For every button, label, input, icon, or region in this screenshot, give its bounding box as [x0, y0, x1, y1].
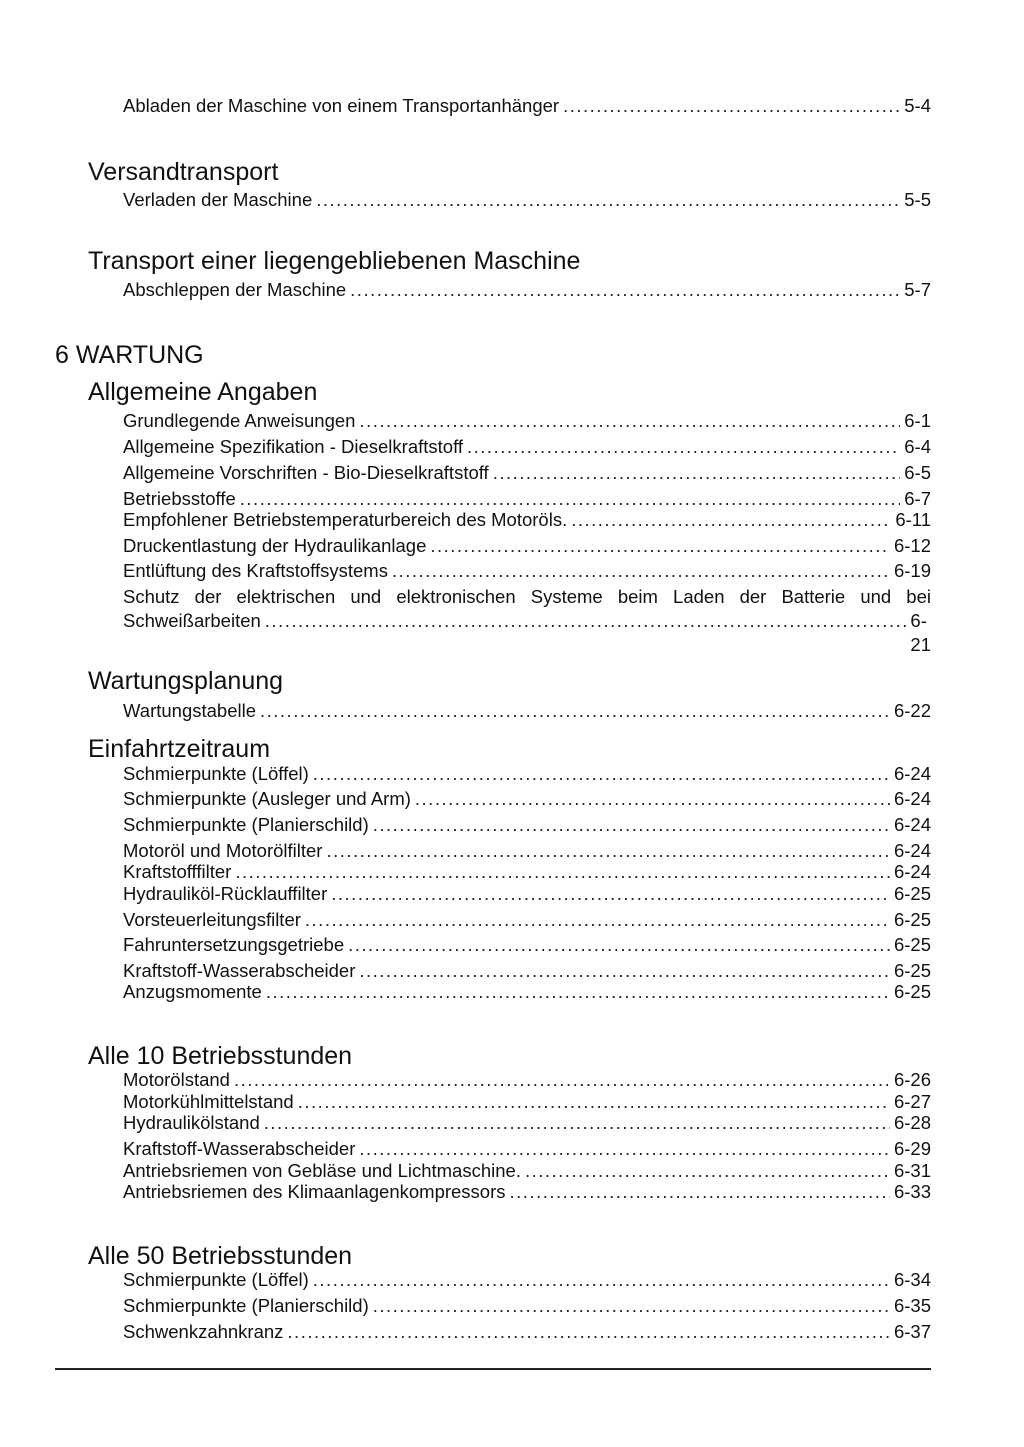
toc-entry[interactable]	[123, 861, 931, 883]
toc-leader-dots	[298, 1091, 890, 1113]
toc-entry-label: Kraftstofffilter	[123, 861, 232, 882]
toc-leader-dots	[348, 934, 890, 956]
toc-entry-label: Schmierpunkte (Planierschild)	[123, 1295, 369, 1316]
toc-entry[interactable]	[123, 462, 931, 484]
toc-entry-page: 6-24	[893, 814, 931, 835]
toc-entry[interactable]	[123, 1160, 931, 1182]
toc-entry[interactable]	[123, 189, 931, 211]
toc-leader-dots	[235, 861, 890, 883]
section-heading: Einfahrtzeitraum	[88, 735, 271, 763]
toc-entry-page: 5-5	[904, 189, 931, 210]
toc-entry-page: 6-25	[893, 934, 931, 955]
toc-leader-dots	[331, 883, 890, 905]
toc-entry[interactable]	[123, 1091, 931, 1113]
toc-entry-page: 6-5	[904, 462, 931, 483]
toc-entry-page: 6-19	[893, 560, 931, 581]
toc-entry-page: 6-37	[893, 1321, 931, 1342]
toc-entry-label: Fahruntersetzungsgetriebe	[123, 934, 345, 955]
section-heading: Allgemeine Angaben	[88, 378, 318, 406]
toc-entry-label: Betriebsstoffe	[123, 488, 236, 509]
toc-entry-page: 6-12	[893, 535, 931, 556]
toc-entry[interactable]	[123, 981, 931, 1003]
toc-entry-label: Schmierpunkte (Löffel)	[123, 1269, 309, 1290]
toc-entry-label: Motoröl und Motorölfilter	[123, 840, 323, 861]
toc-entry-label: Hydraulikölstand	[123, 1112, 260, 1133]
toc-entry[interactable]	[123, 763, 931, 785]
toc-entry-page: 6-31	[893, 1160, 931, 1181]
toc-entry-page: 6-27	[893, 1091, 931, 1112]
toc-entry-page: 6-26	[893, 1069, 931, 1090]
toc-entry[interactable]	[123, 1181, 931, 1203]
toc-leader-dots	[359, 410, 900, 432]
toc-entry-label: Verladen der Maschine	[123, 189, 313, 210]
toc-entry-label: Entlüftung des Kraftstoffsystems	[123, 560, 388, 581]
toc-entry-page: 6-11	[895, 509, 931, 530]
toc-entry-label: Allgemeine Vorschriften - Bio-Dieselkraftstoff	[123, 462, 489, 483]
toc-entry[interactable]	[123, 1069, 931, 1091]
toc-entry-label: Abladen der Maschine von einem Transportanhänger	[123, 95, 560, 116]
toc-entry-label: Schutz der elektrischen und elektronischen Systeme beim Laden der Batterie und bei	[123, 586, 931, 607]
toc-leader-dots	[287, 1321, 890, 1343]
toc-entry[interactable]	[123, 279, 931, 301]
toc-entry[interactable]	[123, 1321, 931, 1343]
toc-entry[interactable]	[123, 560, 931, 582]
toc-entry[interactable]	[123, 960, 931, 982]
toc-entry-label: Druckentlastung der Hydraulikanlage	[123, 535, 427, 556]
toc-leader-dots	[265, 609, 907, 633]
toc-entry-label: Wartungstabelle	[123, 700, 256, 721]
toc-entry-label: Schmierpunkte (Löffel)	[123, 763, 309, 784]
toc-entry-label: Allgemeine Spezifikation - Dieselkraftstoff	[123, 436, 464, 457]
toc-entry-label: Antriebsriemen des Klimaanlagenkompressors	[123, 1181, 506, 1202]
toc-leader-dots	[266, 981, 890, 1003]
toc-entry[interactable]	[123, 909, 931, 931]
toc-leader-dots	[525, 1160, 890, 1182]
toc-entry[interactable]	[123, 509, 931, 531]
toc-leader-dots	[373, 1295, 890, 1317]
toc-entry[interactable]	[123, 814, 931, 836]
toc-entry-page: 6-1	[904, 410, 931, 431]
toc-entry[interactable]	[123, 1138, 931, 1160]
toc-entry-page: 6-4	[904, 436, 931, 457]
toc-entry[interactable]	[123, 840, 931, 862]
toc-entry-label: Motorölstand	[123, 1069, 230, 1090]
toc-entry-page: 6-29	[893, 1138, 931, 1159]
toc-entry[interactable]	[123, 700, 931, 722]
section-heading: Wartungsplanung	[88, 667, 284, 695]
toc-leader-dots	[313, 763, 890, 785]
toc-leader-dots	[359, 960, 890, 982]
toc-entry-page: 6-33	[893, 1181, 931, 1202]
section-heading: Alle 10 Betriebsstunden	[88, 1042, 353, 1070]
toc-entry-label: Vorsteuerleitungsfilter	[123, 909, 301, 930]
toc-entry-label: Anzugsmomente	[123, 981, 262, 1002]
toc-entry-label: Schwenkzahnkranz	[123, 1321, 284, 1342]
toc-entry-page: 6-21	[910, 610, 931, 655]
toc-entry[interactable]	[123, 883, 931, 905]
toc-entry-label: Abschleppen der Maschine	[123, 279, 347, 300]
toc-entry-page: 6-7	[904, 488, 931, 509]
toc-leader-dots	[510, 1181, 890, 1203]
toc-entry-page: 6-35	[893, 1295, 931, 1316]
toc-entry-multiline[interactable]	[123, 585, 931, 657]
chapter-heading: 6 WARTUNG	[55, 341, 204, 369]
toc-entry-label: Hydrauliköl-Rücklauffilter	[123, 883, 328, 904]
toc-entry-label: Schmierpunkte (Planierschild)	[123, 814, 369, 835]
toc-leader-dots	[240, 488, 900, 510]
toc-entry-page: 5-7	[904, 279, 931, 300]
toc-entry[interactable]	[123, 410, 931, 432]
toc-leader-dots	[415, 788, 890, 810]
toc-entry-page: 6-25	[893, 960, 931, 981]
toc-leader-dots	[326, 840, 889, 862]
toc-entry-page: 6-28	[893, 1112, 931, 1133]
toc-entry-page: 6-24	[893, 840, 931, 861]
toc-leader-dots	[260, 700, 890, 722]
toc-leader-dots	[305, 909, 890, 931]
toc-entry-page: 6-25	[893, 883, 931, 904]
toc-entry-label: Empfohlener Betriebstemperaturbereich des Motoröls.	[123, 509, 568, 530]
toc-entry-page: 6-34	[893, 1269, 931, 1290]
toc-entry[interactable]	[123, 95, 931, 117]
toc-entry-label: Kraftstoff-Wasserabscheider	[123, 960, 356, 981]
toc-entry[interactable]	[123, 1269, 931, 1291]
toc-leader-dots	[430, 535, 890, 557]
toc-entry[interactable]	[123, 535, 931, 557]
toc-leader-dots	[264, 1112, 890, 1134]
section-heading: Alle 50 Betriebsstunden	[88, 1242, 353, 1270]
toc-entry-page: 6-22	[893, 700, 931, 721]
toc-entry-page: 6-24	[893, 861, 931, 882]
toc-entry[interactable]	[123, 1295, 931, 1317]
toc-leader-dots	[467, 436, 900, 458]
toc-entry-page: 5-4	[904, 95, 931, 116]
toc-entry-page: 6-24	[893, 763, 931, 784]
toc-leader-dots	[313, 1269, 890, 1291]
section-heading: Versandtransport	[88, 158, 279, 186]
toc-leader-dots	[373, 814, 890, 836]
toc-leader-dots	[493, 462, 901, 484]
toc-entry-label-continued: Schweißarbeiten	[123, 610, 261, 631]
toc-entry-label: Motorkühlmittelstand	[123, 1091, 294, 1112]
toc-entry-page: 6-25	[893, 981, 931, 1002]
toc-leader-dots	[571, 509, 891, 531]
toc-leader-dots	[563, 95, 900, 117]
toc-entry[interactable]	[123, 788, 931, 810]
toc-entry[interactable]	[123, 1112, 931, 1134]
footer-rule	[55, 1368, 931, 1370]
toc-entry-page: 6-24	[893, 788, 931, 809]
toc-entry-page: 6-25	[893, 909, 931, 930]
toc-entry[interactable]	[123, 488, 931, 510]
toc-entry[interactable]	[123, 436, 931, 458]
toc-leader-dots	[392, 560, 890, 582]
toc-entry-label: Antriebsriemen von Gebläse und Lichtmaschine.	[123, 1160, 521, 1181]
toc-entry-label: Schmierpunkte (Ausleger und Arm)	[123, 788, 411, 809]
toc-leader-dots	[234, 1069, 890, 1091]
toc-leader-dots	[359, 1138, 890, 1160]
section-heading: Transport einer liegengebliebenen Maschine	[88, 247, 581, 275]
toc-entry-label: Grundlegende Anweisungen	[123, 410, 356, 431]
toc-leader-dots	[316, 189, 900, 211]
toc-entry-label: Kraftstoff-Wasserabscheider	[123, 1138, 356, 1159]
toc-leader-dots	[350, 279, 900, 301]
toc-entry[interactable]	[123, 934, 931, 956]
